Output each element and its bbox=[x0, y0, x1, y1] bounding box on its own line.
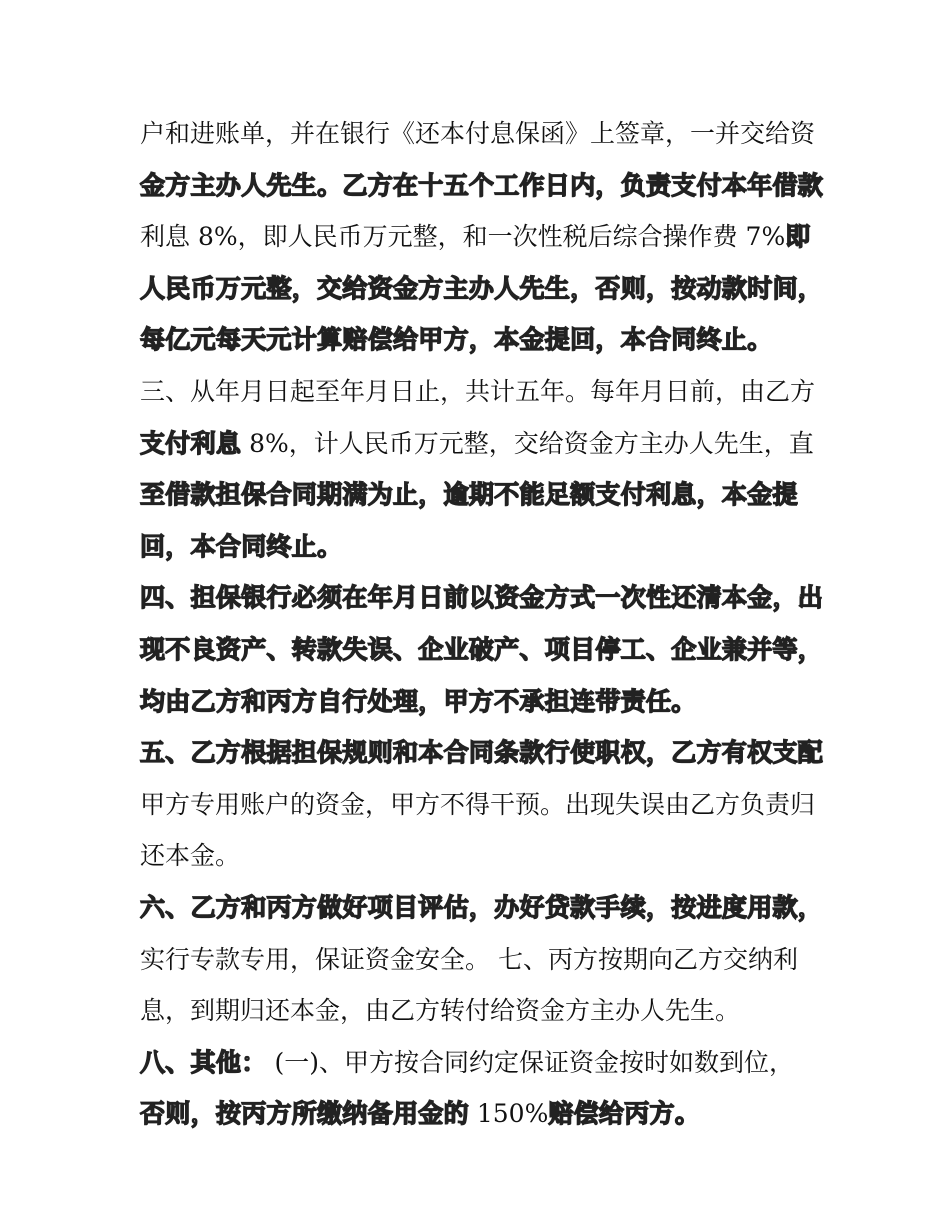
text-line bbox=[140, 934, 830, 986]
text-line bbox=[140, 314, 830, 366]
text-segment: 五、乙方根据担保规则和本合同条款行使职权，乙方有权支配 bbox=[140, 738, 824, 768]
text-line bbox=[140, 676, 830, 728]
text-line bbox=[140, 469, 830, 521]
text-segment: 人民币万元整，交给资金方主办人先生，否则，按动款时间， bbox=[140, 273, 824, 303]
text-line bbox=[140, 830, 830, 882]
text-segment: 赔偿给丙方。 bbox=[548, 1099, 701, 1129]
text-segment: 每亿元每天元计算赔偿给甲方，本金提回，本合同终止。 bbox=[140, 325, 773, 355]
text-segment: 利息 8%，即人民币万元整，和一次性税后综合操作费 7% bbox=[140, 222, 786, 252]
text-line bbox=[140, 727, 830, 779]
text-segment: 8%，计人民币万元整，交给资金方主办人先生，直 bbox=[241, 428, 814, 458]
text-line bbox=[140, 779, 830, 831]
text-segment: 支付利息 bbox=[140, 428, 242, 458]
text-segment: 均由乙方和丙方自行处理，甲方不承担连带责任。 bbox=[140, 686, 697, 716]
text-segment: 金方主办人先生。乙方在十五个工作日内，负责支付本年借款 bbox=[140, 170, 824, 200]
text-line bbox=[140, 521, 830, 573]
text-segment: 至借款担保合同期满为止，逾期不能足额支付利息，本金提 bbox=[140, 480, 798, 510]
text-line bbox=[140, 572, 830, 624]
text-line bbox=[140, 366, 830, 418]
text-segment: 否则，按丙方所缴纳备用金的 bbox=[140, 1099, 469, 1129]
text-line bbox=[140, 882, 830, 934]
text-segment: 三、从年月日起至年月日止，共计五年。每年月日前，由乙方 bbox=[140, 376, 816, 406]
text-segment: 即 bbox=[785, 222, 811, 252]
text-line bbox=[140, 418, 830, 470]
text-segment: 还本金。 bbox=[140, 841, 241, 871]
text-line bbox=[140, 985, 830, 1037]
text-segment: 息，到期归还本金，由乙方转付给资金方主办人先生。 bbox=[140, 996, 741, 1026]
text-segment: 150% bbox=[468, 1099, 549, 1129]
text-line bbox=[140, 211, 830, 263]
text-segment: 六、乙方和丙方做好项目评估，办好贷款手续，按进度用款， bbox=[140, 892, 824, 922]
text-segment: 八、其他： bbox=[140, 1047, 267, 1077]
text-line bbox=[140, 108, 830, 160]
text-line bbox=[140, 160, 830, 212]
text-line bbox=[140, 624, 830, 676]
text-segment: 四、担保银行必须在年月日前以资金方式一次性还清本金，出 bbox=[140, 583, 824, 613]
document-body bbox=[140, 108, 830, 1140]
text-line bbox=[140, 263, 830, 315]
text-segment: 户和进账单，并在银行《还本付息保函》上签章，一并交给资 bbox=[140, 119, 816, 148]
text-segment: 现不良资产、转款失误、企业破产、项目停工、企业兼并等， bbox=[140, 634, 824, 664]
text-segment: 回，本合同终止。 bbox=[140, 531, 343, 561]
text-segment: (一)、甲方按合同约定保证资金按时如数到位， bbox=[266, 1047, 794, 1077]
text-line bbox=[140, 1088, 830, 1140]
text-line bbox=[140, 1037, 830, 1089]
text-segment: 甲方专用账户的资金，甲方不得干预。出现失误由乙方负责归 bbox=[140, 789, 816, 819]
text-segment: 实行专款专用，保证资金安全。 七、丙方按期向乙方交纳利 bbox=[140, 944, 798, 974]
